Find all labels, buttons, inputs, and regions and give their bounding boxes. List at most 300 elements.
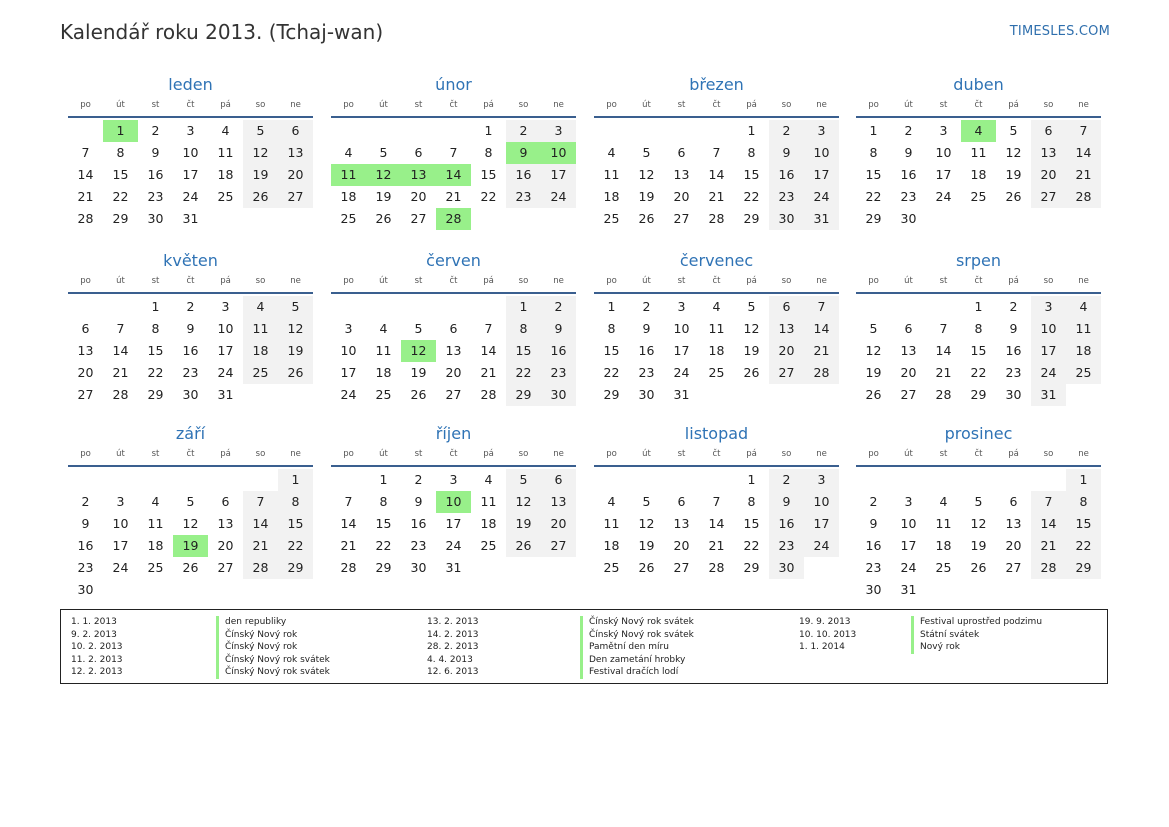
day-cell: 4 — [712, 299, 721, 314]
weekday-label: čt — [186, 449, 195, 459]
day-cell: 6 — [449, 321, 458, 336]
day-cell: 2 — [151, 123, 160, 138]
day-cell: 30 — [182, 387, 199, 402]
day-cell: 3 — [1031, 296, 1066, 318]
weekday-label: út — [642, 100, 651, 110]
day-cell: 14 — [804, 318, 839, 340]
day-cell: 17 — [673, 343, 690, 358]
day-cell: 24 — [445, 538, 462, 553]
month-name: srpen — [955, 251, 1002, 270]
day-cell: 12 — [970, 516, 987, 531]
weekday-label: út — [642, 449, 651, 459]
day-cell: 25 — [147, 560, 164, 575]
day-cell: 16 — [182, 343, 199, 358]
day-cell: 25 — [970, 189, 987, 204]
day-cell: 27 — [77, 387, 94, 402]
weekday-label: út — [116, 449, 125, 459]
weekday-label: po — [606, 449, 617, 459]
day-cell: 17 — [900, 538, 917, 553]
day-cell: 6 — [769, 296, 804, 318]
day-cell: 13 — [769, 318, 804, 340]
holiday-names-col-2 — [580, 616, 694, 679]
day-cell: 14 — [935, 343, 952, 358]
weekday-label: pá — [483, 276, 494, 286]
weekday-label: po — [80, 100, 91, 110]
day-cell: 4 — [243, 296, 278, 318]
day-cell: 14 — [77, 167, 94, 182]
day-cell: 21 — [340, 538, 357, 553]
weekday-header — [594, 447, 839, 467]
day-cell: 11 — [480, 494, 497, 509]
day-cell: 3 — [221, 299, 230, 314]
day-cell: 15 — [1066, 513, 1101, 535]
weekday-label: st — [151, 100, 160, 110]
day-cell: 28 — [480, 387, 497, 402]
day-cell: 17 — [217, 343, 234, 358]
weekday-label: so — [255, 449, 266, 459]
day-cell: 5 — [414, 321, 423, 336]
empty-cell — [208, 469, 243, 491]
day-cell: 26 — [743, 365, 760, 380]
day-cell: 9 — [769, 491, 804, 513]
holiday-day-cell: 14 — [436, 164, 471, 186]
weekday-label: st — [939, 276, 948, 286]
day-cell: 18 — [970, 167, 987, 182]
day-cell: 29 — [506, 384, 541, 406]
day-cell: 30 — [900, 211, 917, 226]
day-cell: 7 — [804, 296, 839, 318]
weekday-label: čt — [712, 449, 721, 459]
day-cell: 26 — [410, 387, 427, 402]
day-cell: 19 — [865, 365, 882, 380]
day-cell: 30 — [1005, 387, 1022, 402]
day-cell: 19 — [375, 189, 392, 204]
day-cell: 22 — [375, 538, 392, 553]
day-cell: 22 — [278, 535, 313, 557]
holiday-date: 28. 2. 2013 — [427, 642, 479, 652]
empty-cell — [891, 469, 926, 491]
day-cell: 14 — [1031, 513, 1066, 535]
weekday-label: po — [343, 449, 354, 459]
holiday-day-cell: 4 — [961, 120, 996, 142]
day-cell: 10 — [112, 516, 129, 531]
day-cell: 20 — [217, 538, 234, 553]
brand-link[interactable]: TIMESLES.COM — [1009, 24, 1110, 39]
day-cell: 23 — [900, 189, 917, 204]
day-cell: 23 — [541, 362, 576, 384]
day-cell: 28 — [804, 362, 839, 384]
weekday-label: pá — [746, 276, 757, 286]
day-cell: 9 — [869, 516, 878, 531]
holiday-day-cell: 9 — [506, 142, 541, 164]
day-cell: 2 — [186, 299, 195, 314]
day-cell: 26 — [1005, 189, 1022, 204]
day-cell: 10 — [340, 343, 357, 358]
day-cell: 15 — [480, 167, 497, 182]
day-cell: 13 — [673, 516, 690, 531]
holiday-legend — [60, 609, 1108, 684]
month-name: listopad — [684, 424, 749, 443]
weekday-label: út — [379, 100, 388, 110]
empty-cell — [629, 120, 664, 142]
day-cell: 12 — [182, 516, 199, 531]
day-cell: 24 — [804, 186, 839, 208]
day-cell: 31 — [804, 208, 839, 230]
day-cell: 2 — [541, 296, 576, 318]
day-cell: 5 — [747, 299, 756, 314]
empty-cell — [103, 469, 138, 491]
weekday-header — [594, 274, 839, 294]
day-cell: 11 — [1066, 318, 1101, 340]
day-cell: 3 — [186, 123, 195, 138]
empty-cell — [699, 120, 734, 142]
day-cell: 10 — [900, 516, 917, 531]
empty-cell — [594, 469, 629, 491]
day-cell: 16 — [769, 164, 804, 186]
weekday-label: čt — [974, 276, 983, 286]
month-6 — [331, 248, 576, 406]
day-cell: 19 — [278, 340, 313, 362]
day-cell: 1 — [278, 469, 313, 491]
empty-cell — [664, 469, 699, 491]
day-cell: 8 — [607, 321, 616, 336]
day-cell: 8 — [484, 145, 493, 160]
day-cell: 17 — [935, 167, 952, 182]
day-cell: 21 — [445, 189, 462, 204]
day-cell: 28 — [708, 560, 725, 575]
day-cell: 17 — [1031, 340, 1066, 362]
day-grid — [68, 120, 313, 230]
holiday-date: 10. 10. 2013 — [799, 629, 857, 640]
day-cell: 18 — [340, 189, 357, 204]
day-cell: 5 — [869, 321, 878, 336]
weekday-label: út — [904, 276, 913, 286]
day-cell: 6 — [677, 494, 686, 509]
day-cell: 30 — [865, 582, 882, 597]
day-cell: 26 — [182, 560, 199, 575]
weekday-header — [68, 447, 313, 467]
holiday-date: 4. 4. 2013 — [427, 654, 473, 665]
day-cell: 5 — [1009, 123, 1018, 138]
month-1 — [68, 72, 313, 230]
day-cell: 16 — [77, 538, 94, 553]
day-cell: 24 — [541, 186, 576, 208]
day-cell: 28 — [112, 387, 129, 402]
weekday-label: út — [116, 100, 125, 110]
day-cell: 30 — [769, 557, 804, 579]
day-cell: 25 — [603, 211, 620, 226]
day-cell: 30 — [638, 387, 655, 402]
day-cell: 19 — [638, 538, 655, 553]
holiday-dates-col-2 — [427, 616, 479, 679]
day-cell: 26 — [638, 211, 655, 226]
weekday-label: pá — [220, 276, 231, 286]
day-cell: 3 — [344, 321, 353, 336]
day-cell: 8 — [278, 491, 313, 513]
day-cell: 29 — [1066, 557, 1101, 579]
day-cell: 21 — [243, 535, 278, 557]
day-cell: 30 — [769, 208, 804, 230]
day-cell: 20 — [410, 189, 427, 204]
day-cell: 12 — [638, 516, 655, 531]
month-4 — [856, 72, 1101, 230]
day-cell: 30 — [147, 211, 164, 226]
holiday-date: 12. 6. 2013 — [427, 667, 479, 677]
holiday-date: 19. 9. 2013 — [799, 617, 851, 627]
day-cell: 17 — [541, 164, 576, 186]
day-cell: 29 — [603, 387, 620, 402]
weekday-label: pá — [483, 100, 494, 110]
day-cell: 10 — [935, 145, 952, 160]
weekday-label: so — [1043, 449, 1054, 459]
day-grid — [594, 120, 839, 230]
day-cell: 6 — [414, 145, 423, 160]
day-cell: 5 — [642, 494, 651, 509]
day-cell: 27 — [900, 387, 917, 402]
day-cell: 12 — [1005, 145, 1022, 160]
day-cell: 20 — [673, 538, 690, 553]
day-cell: 24 — [182, 189, 199, 204]
day-cell: 15 — [603, 343, 620, 358]
day-cell: 28 — [708, 211, 725, 226]
day-grid — [68, 469, 313, 601]
weekday-header — [856, 98, 1101, 118]
day-cell: 22 — [743, 538, 760, 553]
weekday-label: st — [414, 276, 423, 286]
day-cell: 3 — [116, 494, 125, 509]
day-cell: 6 — [221, 494, 230, 509]
day-cell: 26 — [278, 362, 313, 384]
day-grid — [594, 296, 839, 406]
day-cell: 29 — [112, 211, 129, 226]
day-cell: 20 — [1005, 538, 1022, 553]
weekday-label: st — [414, 100, 423, 110]
day-cell: 21 — [480, 365, 497, 380]
day-cell: 4 — [379, 321, 388, 336]
weekday-label: so — [255, 276, 266, 286]
empty-cell — [996, 469, 1031, 491]
holiday-name: Čínský Nový rok — [216, 629, 330, 642]
day-cell: 22 — [506, 362, 541, 384]
empty-cell — [138, 469, 173, 491]
day-cell: 2 — [414, 472, 423, 487]
day-cell: 20 — [673, 189, 690, 204]
day-cell: 4 — [939, 494, 948, 509]
day-grid — [856, 120, 1101, 230]
weekday-label: ne — [290, 100, 301, 110]
day-cell: 20 — [900, 365, 917, 380]
day-cell: 5 — [278, 296, 313, 318]
empty-cell — [856, 296, 891, 318]
weekday-label: ne — [816, 449, 827, 459]
day-cell: 11 — [935, 516, 952, 531]
weekday-label: ne — [816, 276, 827, 286]
day-cell: 17 — [340, 365, 357, 380]
day-cell: 7 — [939, 321, 948, 336]
weekday-label: so — [1043, 276, 1054, 286]
empty-cell — [436, 120, 471, 142]
holiday-date: 9. 2. 2013 — [71, 629, 117, 640]
day-cell: 18 — [243, 340, 278, 362]
month-7 — [594, 248, 839, 406]
day-cell: 10 — [217, 321, 234, 336]
day-cell: 24 — [900, 560, 917, 575]
day-cell: 14 — [112, 343, 129, 358]
empty-cell — [68, 296, 103, 318]
holiday-name: den republiky — [216, 616, 330, 629]
weekday-label: čt — [449, 100, 458, 110]
weekday-label: po — [606, 276, 617, 286]
day-cell: 10 — [804, 142, 839, 164]
day-cell: 2 — [1009, 299, 1018, 314]
holiday-name: Čínský Nový rok svátek — [580, 629, 694, 642]
empty-cell — [699, 469, 734, 491]
month-3 — [594, 72, 839, 230]
empty-cell — [366, 296, 401, 318]
day-cell: 7 — [243, 491, 278, 513]
day-cell: 9 — [186, 321, 195, 336]
day-cell: 7 — [712, 494, 721, 509]
day-cell: 18 — [480, 516, 497, 531]
weekday-header — [68, 274, 313, 294]
day-cell: 17 — [804, 164, 839, 186]
holiday-date: 10. 2. 2013 — [71, 642, 123, 652]
day-cell: 15 — [375, 516, 392, 531]
weekday-label: st — [939, 449, 948, 459]
day-cell: 7 — [81, 145, 90, 160]
day-cell: 18 — [375, 365, 392, 380]
empty-cell — [401, 120, 436, 142]
day-cell: 11 — [147, 516, 164, 531]
day-cell: 11 — [243, 318, 278, 340]
day-cell: 19 — [970, 538, 987, 553]
day-cell: 25 — [375, 387, 392, 402]
holiday-name: Festival uprostřed podzimu — [911, 616, 1042, 629]
month-name: únor — [435, 75, 472, 94]
weekday-label: st — [677, 100, 686, 110]
weekday-header — [856, 447, 1101, 467]
day-cell: 20 — [445, 365, 462, 380]
weekday-label: so — [781, 449, 792, 459]
month-9 — [68, 421, 313, 601]
day-cell: 14 — [243, 513, 278, 535]
weekday-label: pá — [483, 449, 494, 459]
day-cell: 14 — [480, 343, 497, 358]
day-cell: 16 — [638, 343, 655, 358]
weekday-label: po — [868, 276, 879, 286]
empty-cell — [856, 469, 891, 491]
month-2 — [331, 72, 576, 230]
weekday-label: ne — [290, 276, 301, 286]
day-cell: 27 — [1005, 560, 1022, 575]
day-cell: 20 — [1031, 164, 1066, 186]
holiday-date: 11. 2. 2013 — [71, 654, 123, 665]
day-cell: 18 — [217, 167, 234, 182]
empty-cell — [629, 469, 664, 491]
weekday-label: ne — [816, 100, 827, 110]
day-cell: 20 — [769, 340, 804, 362]
day-cell: 26 — [865, 387, 882, 402]
weekday-label: ne — [1078, 276, 1089, 286]
day-cell: 4 — [221, 123, 230, 138]
weekday-label: út — [642, 276, 651, 286]
day-cell: 5 — [379, 145, 388, 160]
holiday-name: Festival dračích lodí — [580, 666, 694, 679]
weekday-label: st — [677, 276, 686, 286]
day-cell: 14 — [340, 516, 357, 531]
day-cell: 20 — [541, 513, 576, 535]
page-title: Kalendář roku 2013. (Tchaj-wan) — [60, 20, 384, 44]
day-cell: 13 — [900, 343, 917, 358]
holiday-dates-col-3 — [799, 616, 856, 654]
day-cell: 2 — [506, 120, 541, 142]
day-cell: 13 — [445, 343, 462, 358]
day-cell: 18 — [935, 538, 952, 553]
weekday-label: čt — [186, 100, 195, 110]
day-cell: 5 — [974, 494, 983, 509]
weekday-label: čt — [449, 276, 458, 286]
holiday-date: 13. 2. 2013 — [427, 617, 479, 627]
day-cell: 30 — [410, 560, 427, 575]
holiday-dates-col-1 — [71, 616, 123, 679]
day-cell: 25 — [1066, 362, 1101, 384]
day-cell: 19 — [506, 513, 541, 535]
day-cell: 22 — [112, 189, 129, 204]
month-12 — [856, 421, 1101, 601]
day-cell: 15 — [865, 167, 882, 182]
day-cell: 9 — [151, 145, 160, 160]
day-cell: 21 — [708, 538, 725, 553]
empty-cell — [436, 296, 471, 318]
day-grid — [594, 469, 839, 579]
day-cell: 27 — [673, 211, 690, 226]
day-cell: 27 — [278, 186, 313, 208]
weekday-header — [68, 98, 313, 118]
day-cell: 11 — [603, 516, 620, 531]
day-cell: 31 — [900, 582, 917, 597]
day-cell: 28 — [1066, 186, 1101, 208]
day-cell: 21 — [1031, 535, 1066, 557]
day-cell: 3 — [804, 469, 839, 491]
holiday-date: 12. 2. 2013 — [71, 667, 123, 677]
empty-cell — [68, 469, 103, 491]
day-cell: 19 — [410, 365, 427, 380]
day-cell: 11 — [375, 343, 392, 358]
day-cell: 19 — [638, 189, 655, 204]
day-cell: 22 — [743, 189, 760, 204]
weekday-label: pá — [746, 449, 757, 459]
day-cell: 21 — [77, 189, 94, 204]
day-cell: 1 — [484, 123, 493, 138]
weekday-label: st — [151, 449, 160, 459]
weekday-label: čt — [974, 449, 983, 459]
day-cell: 7 — [449, 145, 458, 160]
weekday-label: st — [151, 276, 160, 286]
month-name: prosinec — [944, 424, 1013, 443]
day-cell: 15 — [112, 167, 129, 182]
day-cell: 1 — [747, 472, 756, 487]
day-cell: 24 — [340, 387, 357, 402]
day-cell: 26 — [638, 560, 655, 575]
weekday-label: ne — [553, 100, 564, 110]
weekday-label: so — [781, 100, 792, 110]
day-cell: 4 — [607, 494, 616, 509]
day-cell: 17 — [112, 538, 129, 553]
day-cell: 7 — [344, 494, 353, 509]
day-cell: 23 — [769, 186, 804, 208]
day-grid — [331, 296, 576, 406]
day-cell: 1 — [869, 123, 878, 138]
